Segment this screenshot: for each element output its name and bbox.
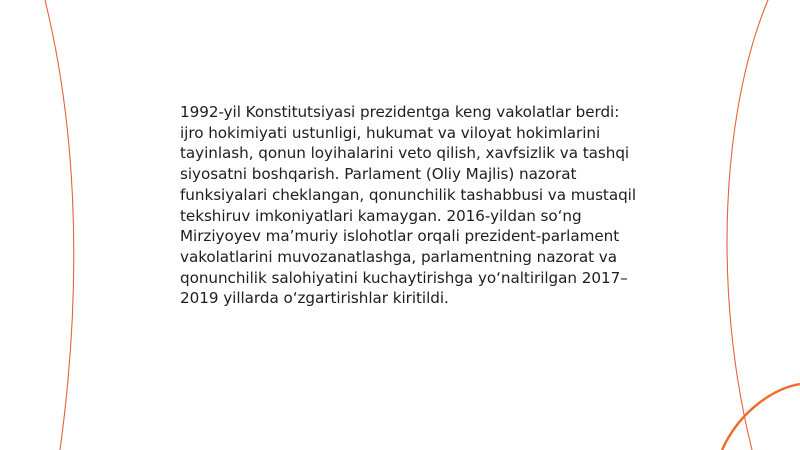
right-arc (727, 0, 768, 450)
bottom-right-arc (722, 384, 800, 450)
left-arc (45, 0, 74, 450)
body-paragraph: 1992-yil Konstitutsiyasi prezidentga keng vakolatlar berdi: ijro hokimiyati ustunligi, hukumat va viloyat hokimlarini tayinlash, qonun loyihalarini veto qilish, xavfsizlik va tashqi siyosatni boshqarish. Parlament (Oliy Majlis) nazorat funksiyalari cheklangan, qonunchilik tashabbusi va mustaqil tekshiruv imkoniyatlari kamaygan. 2016-yildan so‘ng Mirziyoyev ma’muriy islohotlar orqali prezident-parlament vakolatlarini muvozanatlashga, parlamentning nazorat va qonunchilik salohiyatini kuchaytirishga yo‘naltirilgan 2017–2019 yillarda o‘zgartirishlar kiritildi. (180, 103, 637, 308)
